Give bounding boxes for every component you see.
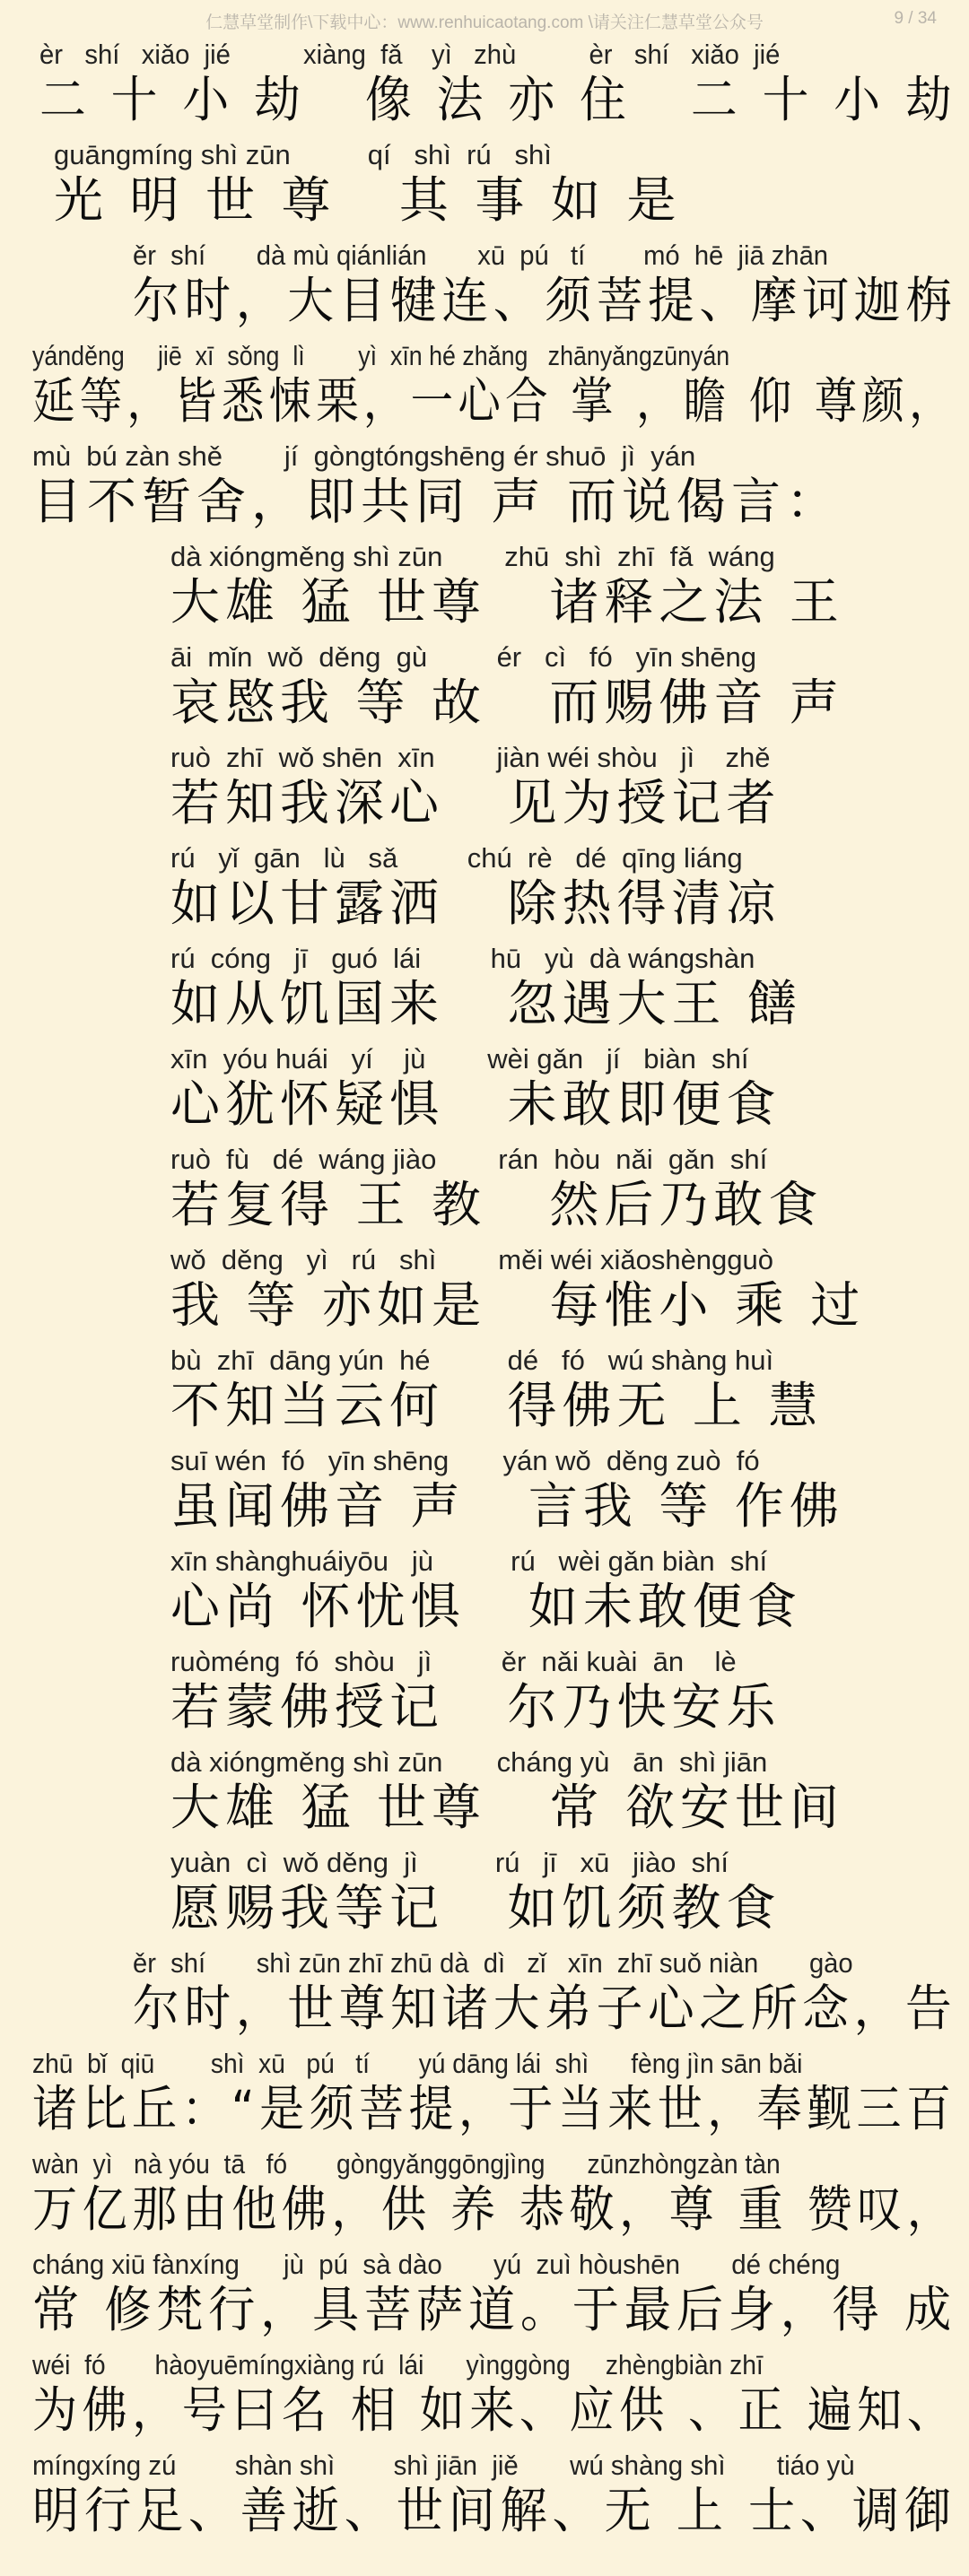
- verse-line: [170, 542, 844, 631]
- pinyin-line: dà xióngměng shì zūn cháng yù ān shì jiān: [170, 1746, 768, 1778]
- verse-line: [170, 843, 781, 933]
- verse-line: [32, 441, 841, 531]
- pinyin-line: cháng xiū fànxíng jù pú sà dào yú zuì hòushēn dé chéng: [32, 2249, 841, 2280]
- hanzi-line: 哀愍我 等 故 而赐佛音 声: [170, 674, 844, 731]
- pinyin-line: xīn shànghuáiyōu jù rú wèi gǎn biàn shí: [170, 1545, 768, 1577]
- pinyin-line: mù bú zàn shě jí gòngtóngshēng ér shuō jì yán: [32, 440, 696, 472]
- verse-line: [170, 1245, 865, 1335]
- verse-line: [170, 1044, 781, 1134]
- hanzi-line: 如从饥国来 忽遇大王 饍: [170, 975, 802, 1032]
- hanzi-line: 大雄 猛 世尊 常 欲安世间: [170, 1779, 844, 1836]
- hanzi-line: 若知我深心 见为授记者: [170, 774, 781, 831]
- verse-line: [133, 240, 969, 330]
- pinyin-line: ěr shí shì zūn zhī zhū dà dì zǐ xīn zhī suǒ niàn gào: [133, 1947, 853, 1979]
- pinyin-line: èr shí xiǎo jié xiàng fǎ yì zhù èr shí xiǎo jié: [39, 39, 781, 70]
- hanzi-line: 心犹怀疑惧 未敢即便食: [170, 1075, 781, 1133]
- hanzi-line: 如以甘露洒 除热得清凉: [170, 875, 781, 932]
- verse-line: [32, 2149, 969, 2239]
- verse-line: [54, 140, 681, 230]
- hanzi-line: 常 修梵行，具菩萨道。于最后身，得 成: [32, 2281, 956, 2338]
- hanzi-line: 尔时，世尊知诸大弟子心之所念，告: [133, 1980, 957, 2037]
- pinyin-line: ruò fù dé wáng jiào rán hòu nǎi gǎn shí: [170, 1144, 768, 1175]
- pinyin-line: suī wén fó yīn shēng yán wǒ děng zuò fó: [170, 1445, 760, 1476]
- verse-line: [170, 1345, 823, 1435]
- verse-line: [170, 1144, 823, 1234]
- verse-line: [32, 2049, 969, 2138]
- hanzi-line: 愿赐我等记 如饥须教食: [170, 1879, 781, 1936]
- hanzi-line: 若复得 王 教 然后乃敢食: [170, 1176, 824, 1233]
- hanzi-line: 心尚 怀忧惧 如未敢便食: [170, 1578, 802, 1635]
- pinyin-line: bù zhī dāng yún hé dé fó wú shàng huì: [170, 1345, 774, 1376]
- hanzi-line: 光 明 世 尊 其 事 如 是: [54, 171, 682, 229]
- pinyin-line: ěr shí dà mù qiánlián xū pú tí mó hē jiā zhān: [133, 239, 829, 271]
- pinyin-line: yánděng jiē xī sǒng lì yì xīn hé zhǎng zhānyǎngzūnyán: [32, 340, 730, 371]
- hanzi-line: 虽闻佛音 声 言我 等 作佛: [170, 1477, 844, 1535]
- hanzi-line: 目不暂舍，即共同 声 而说偈言：: [32, 473, 841, 530]
- pinyin-line: wéi fó hàoyuēmíngxiàng rú lái yìnggòng zhèngbiàn zhī: [32, 2349, 764, 2380]
- hanzi-line: 若蒙佛授记 尔乃快安乐: [170, 1678, 781, 1736]
- verse-line: [170, 1747, 844, 1837]
- pinyin-line: ruòméng fó shòu jì ěr nǎi kuài ān lè: [170, 1646, 737, 1677]
- page-header: [0, 4, 969, 39]
- pinyin-line: wǒ děng yì rú shì měi wéi xiǎoshèngguò: [170, 1244, 774, 1275]
- pinyin-line: xīn yóu huái yí jù wèi gǎn jí biàn shí: [170, 1043, 749, 1075]
- verse-line: [170, 743, 781, 832]
- pinyin-line: ruò zhī wǒ shēn xīn jiàn wéi shòu jì zhě: [170, 742, 771, 773]
- verse-line: [170, 1446, 844, 1536]
- hanzi-line: 万亿那由他佛，供 养 恭敬，尊 重 赞叹，: [32, 2180, 957, 2238]
- hanzi-line: 延等，皆悉悚栗，一心合 掌 ，瞻 仰 尊颜，: [32, 372, 956, 430]
- verse-line: [39, 39, 969, 129]
- verse-line: [170, 1647, 781, 1736]
- verse-line: [133, 1948, 969, 2038]
- pinyin-line: rú yǐ gān lù sǎ chú rè dé qīng liáng: [170, 842, 743, 874]
- verse-line: [170, 1848, 781, 1937]
- pinyin-line: dà xióngměng shì zūn zhū shì zhī fǎ wáng: [170, 541, 775, 572]
- pinyin-line: rú cóng jī guó lái hū yù dà wángshàn: [170, 943, 755, 974]
- page-number: 9 / 34: [894, 9, 937, 28]
- hanzi-line: 诸比丘：“是须菩提，于当来世，奉觐三百: [32, 2080, 956, 2137]
- pinyin-line: míngxíng zú shàn shì shì jiān jiě wú shàng shì tiáo yù: [32, 2450, 855, 2481]
- pinyin-line: guāngmíng shì zūn qí shì rú shì: [54, 139, 552, 170]
- verse-line: [170, 642, 844, 732]
- verse-line: [32, 341, 969, 431]
- verse-line: [170, 1546, 802, 1636]
- verse-line: [170, 944, 802, 1033]
- hanzi-line: 大雄 猛 世尊 诸释之法 王: [170, 573, 844, 631]
- pinyin-line: yuàn cì wǒ děng jì rú jī xū jiào shí: [170, 1847, 729, 1878]
- pinyin-line: zhū bǐ qiū shì xū pú tí yú dāng lái shì fèng jìn sān bǎi: [32, 2048, 803, 2079]
- verse-line: [32, 2350, 969, 2440]
- verse-line: [32, 2250, 969, 2339]
- hanzi-line: 不知当云何 得佛无 上 慧: [170, 1377, 824, 1434]
- hanzi-line: 二 十 小 劫 像 法 亦 住 二 十 小 劫: [39, 71, 957, 128]
- pinyin-line: āi mǐn wǒ děng gù ér cì fó yīn shēng: [170, 641, 757, 673]
- verse-line: [32, 2450, 969, 2540]
- hanzi-line: 为佛，号曰名 相 如来、应供 、正 遍知、: [32, 2381, 957, 2439]
- hanzi-line: 明行足、善逝、世间解、无 上 士、调御: [32, 2482, 956, 2539]
- header-site-text: 仁慧草堂制作\下载中心：www.renhuicaotang.com \请关注仁慧草堂公众号: [205, 13, 764, 32]
- hanzi-line: 我 等 亦如是 每惟小 乘 过: [170, 1276, 866, 1334]
- hanzi-line: 尔时，大目犍连、须菩提、摩诃迦栴: [133, 272, 957, 329]
- pinyin-line: wàn yì nà yóu tā fó gòngyǎnggōngjìng zūnzhòngzàn tàn: [32, 2148, 781, 2180]
